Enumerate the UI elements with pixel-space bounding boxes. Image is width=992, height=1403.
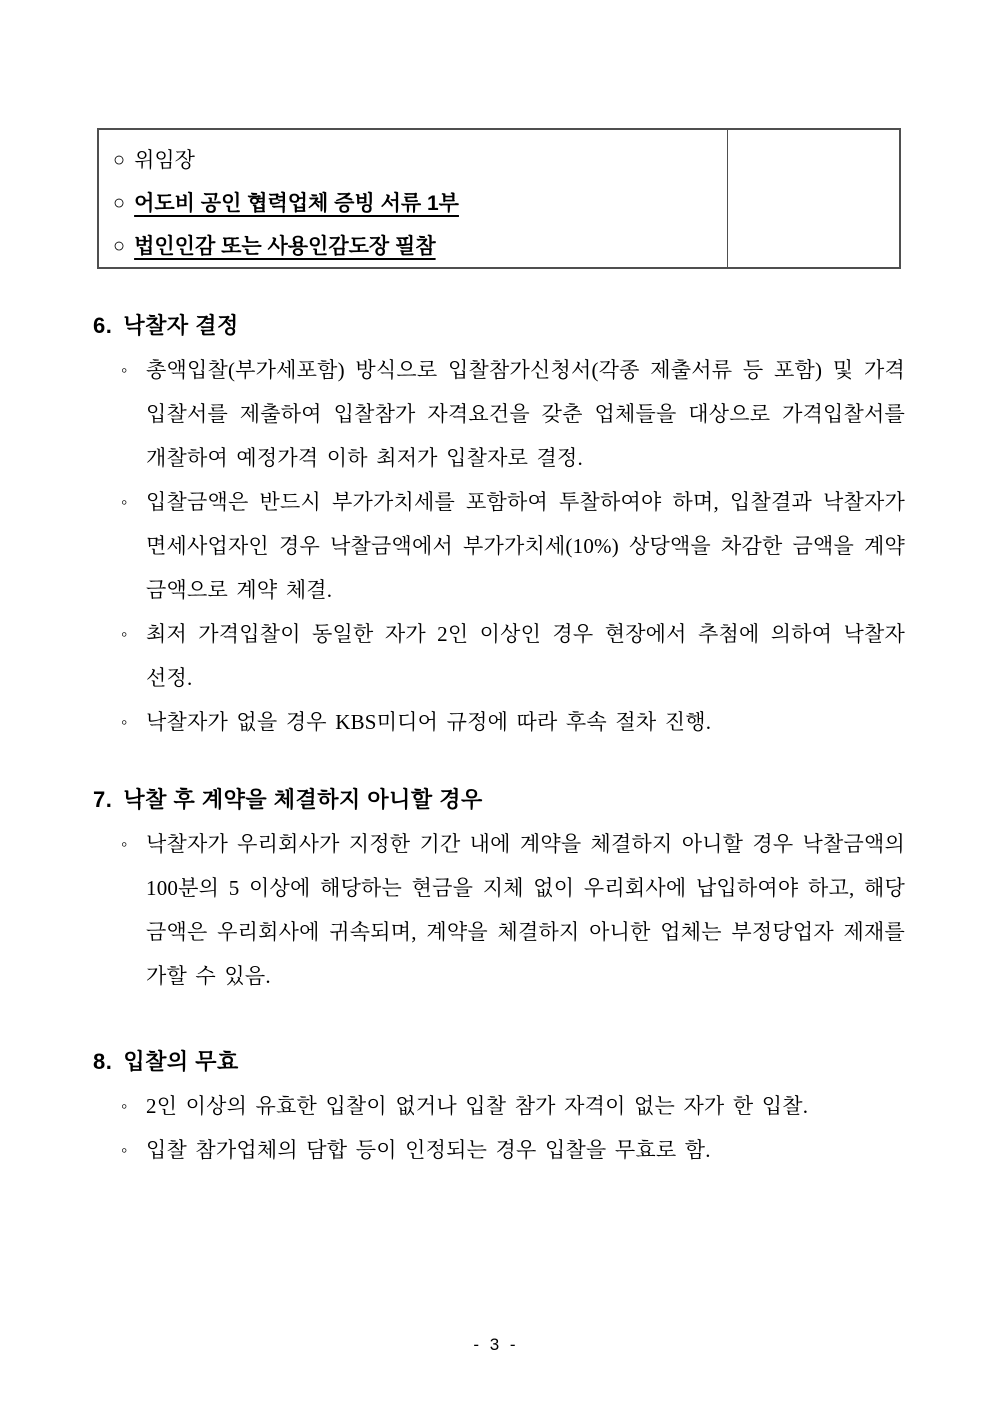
list-item [93, 1128, 905, 1172]
checklist-items-cell [99, 130, 728, 267]
small-circle-bullet-icon: ◦ [121, 360, 128, 380]
checklist-row [113, 182, 717, 225]
list-item [93, 822, 905, 998]
section-number: 7. [93, 787, 113, 812]
section-heading [93, 1040, 905, 1084]
section-number: 6. [93, 313, 113, 338]
checklist-item-label: 어도비 공인 협력업체 증빙 서류 1부 [134, 192, 459, 215]
section-title: 입찰의 무효 [123, 1049, 239, 1074]
list-item-text: 총액입찰(부가세포함) 방식으로 입찰참가신청서(각종 제출서류 등 포함) 및 가격 입찰서를 제출하여 입찰참가 자격요건을 갖춘 업체들을 대상으로 가격입찰서를 개찰하여 예정가격 이하 최저가 입찰자로 결정. [146, 358, 905, 470]
circle-bullet-icon: ○ [113, 149, 126, 171]
circle-bullet-icon: ○ [113, 192, 126, 214]
section-heading [93, 304, 905, 348]
checklist-row [113, 139, 717, 182]
list-item-text: 최저 가격입찰이 동일한 자가 2인 이상인 경우 현장에서 추첨에 의하여 낙찰자 선정. [146, 622, 905, 690]
section-heading [93, 778, 905, 822]
list-item [93, 1084, 905, 1128]
page-number: - 3 - [473, 1335, 519, 1354]
section-award-decision [93, 304, 905, 744]
checklist-item-label: 법인인감 또는 사용인감도장 필참 [134, 235, 436, 258]
list-item-text: 낙찰자가 없을 경우 KBS미디어 규정에 따라 후속 절차 진행. [146, 710, 712, 734]
list-item [93, 700, 905, 744]
small-circle-bullet-icon: ◦ [121, 1140, 128, 1160]
section-number: 8. [93, 1049, 113, 1074]
small-circle-bullet-icon: ◦ [121, 624, 128, 644]
small-circle-bullet-icon: ◦ [121, 712, 128, 732]
checklist-table [97, 128, 901, 269]
list-item [93, 480, 905, 612]
list-item-text: 낙찰자가 우리회사가 지정한 기간 내에 계약을 체결하지 아니할 경우 낙찰금액의 100분의 5 이상에 해당하는 현금을 지체 없이 우리회사에 납입하여야 하고, 해당금액은 우리회사에 귀속되며, 계약을 체결하지 아니한 업체는 부정당업자 제재를 가할 수 있음. [146, 832, 905, 988]
section-no-contract [93, 778, 905, 998]
small-circle-bullet-icon: ◦ [121, 834, 128, 854]
list-item-text: 입찰 참가업체의 담합 등이 인정되는 경우 입찰을 무효로 함. [146, 1138, 711, 1162]
list-item [93, 612, 905, 700]
section-item-list [93, 348, 905, 744]
section-item-list [93, 1084, 905, 1172]
list-item-text: 입찰금액은 반드시 부가가치세를 포함하여 투찰하여야 하며, 입찰결과 낙찰자가 면세사업자인 경우 낙찰금액에서 부가가치세(10%) 상당액을 차감한 금액을 계약 금액으로 계약 체결. [146, 490, 905, 602]
small-circle-bullet-icon: ◦ [121, 1096, 128, 1116]
section-item-list [93, 822, 905, 998]
circle-bullet-icon: ○ [113, 235, 126, 257]
list-item [93, 348, 905, 480]
small-circle-bullet-icon: ◦ [121, 492, 128, 512]
checklist-item-label: 위임장 [134, 148, 195, 172]
section-title: 낙찰 후 계약을 체결하지 아니할 경우 [123, 787, 483, 812]
checklist-row [113, 225, 717, 268]
section-invalid-bid [93, 1040, 905, 1172]
section-title: 낙찰자 결정 [123, 313, 239, 338]
checklist-empty-cell [728, 130, 899, 267]
list-item-text: 2인 이상의 유효한 입찰이 없거나 입찰 참가 자격이 없는 자가 한 입찰. [146, 1094, 809, 1118]
